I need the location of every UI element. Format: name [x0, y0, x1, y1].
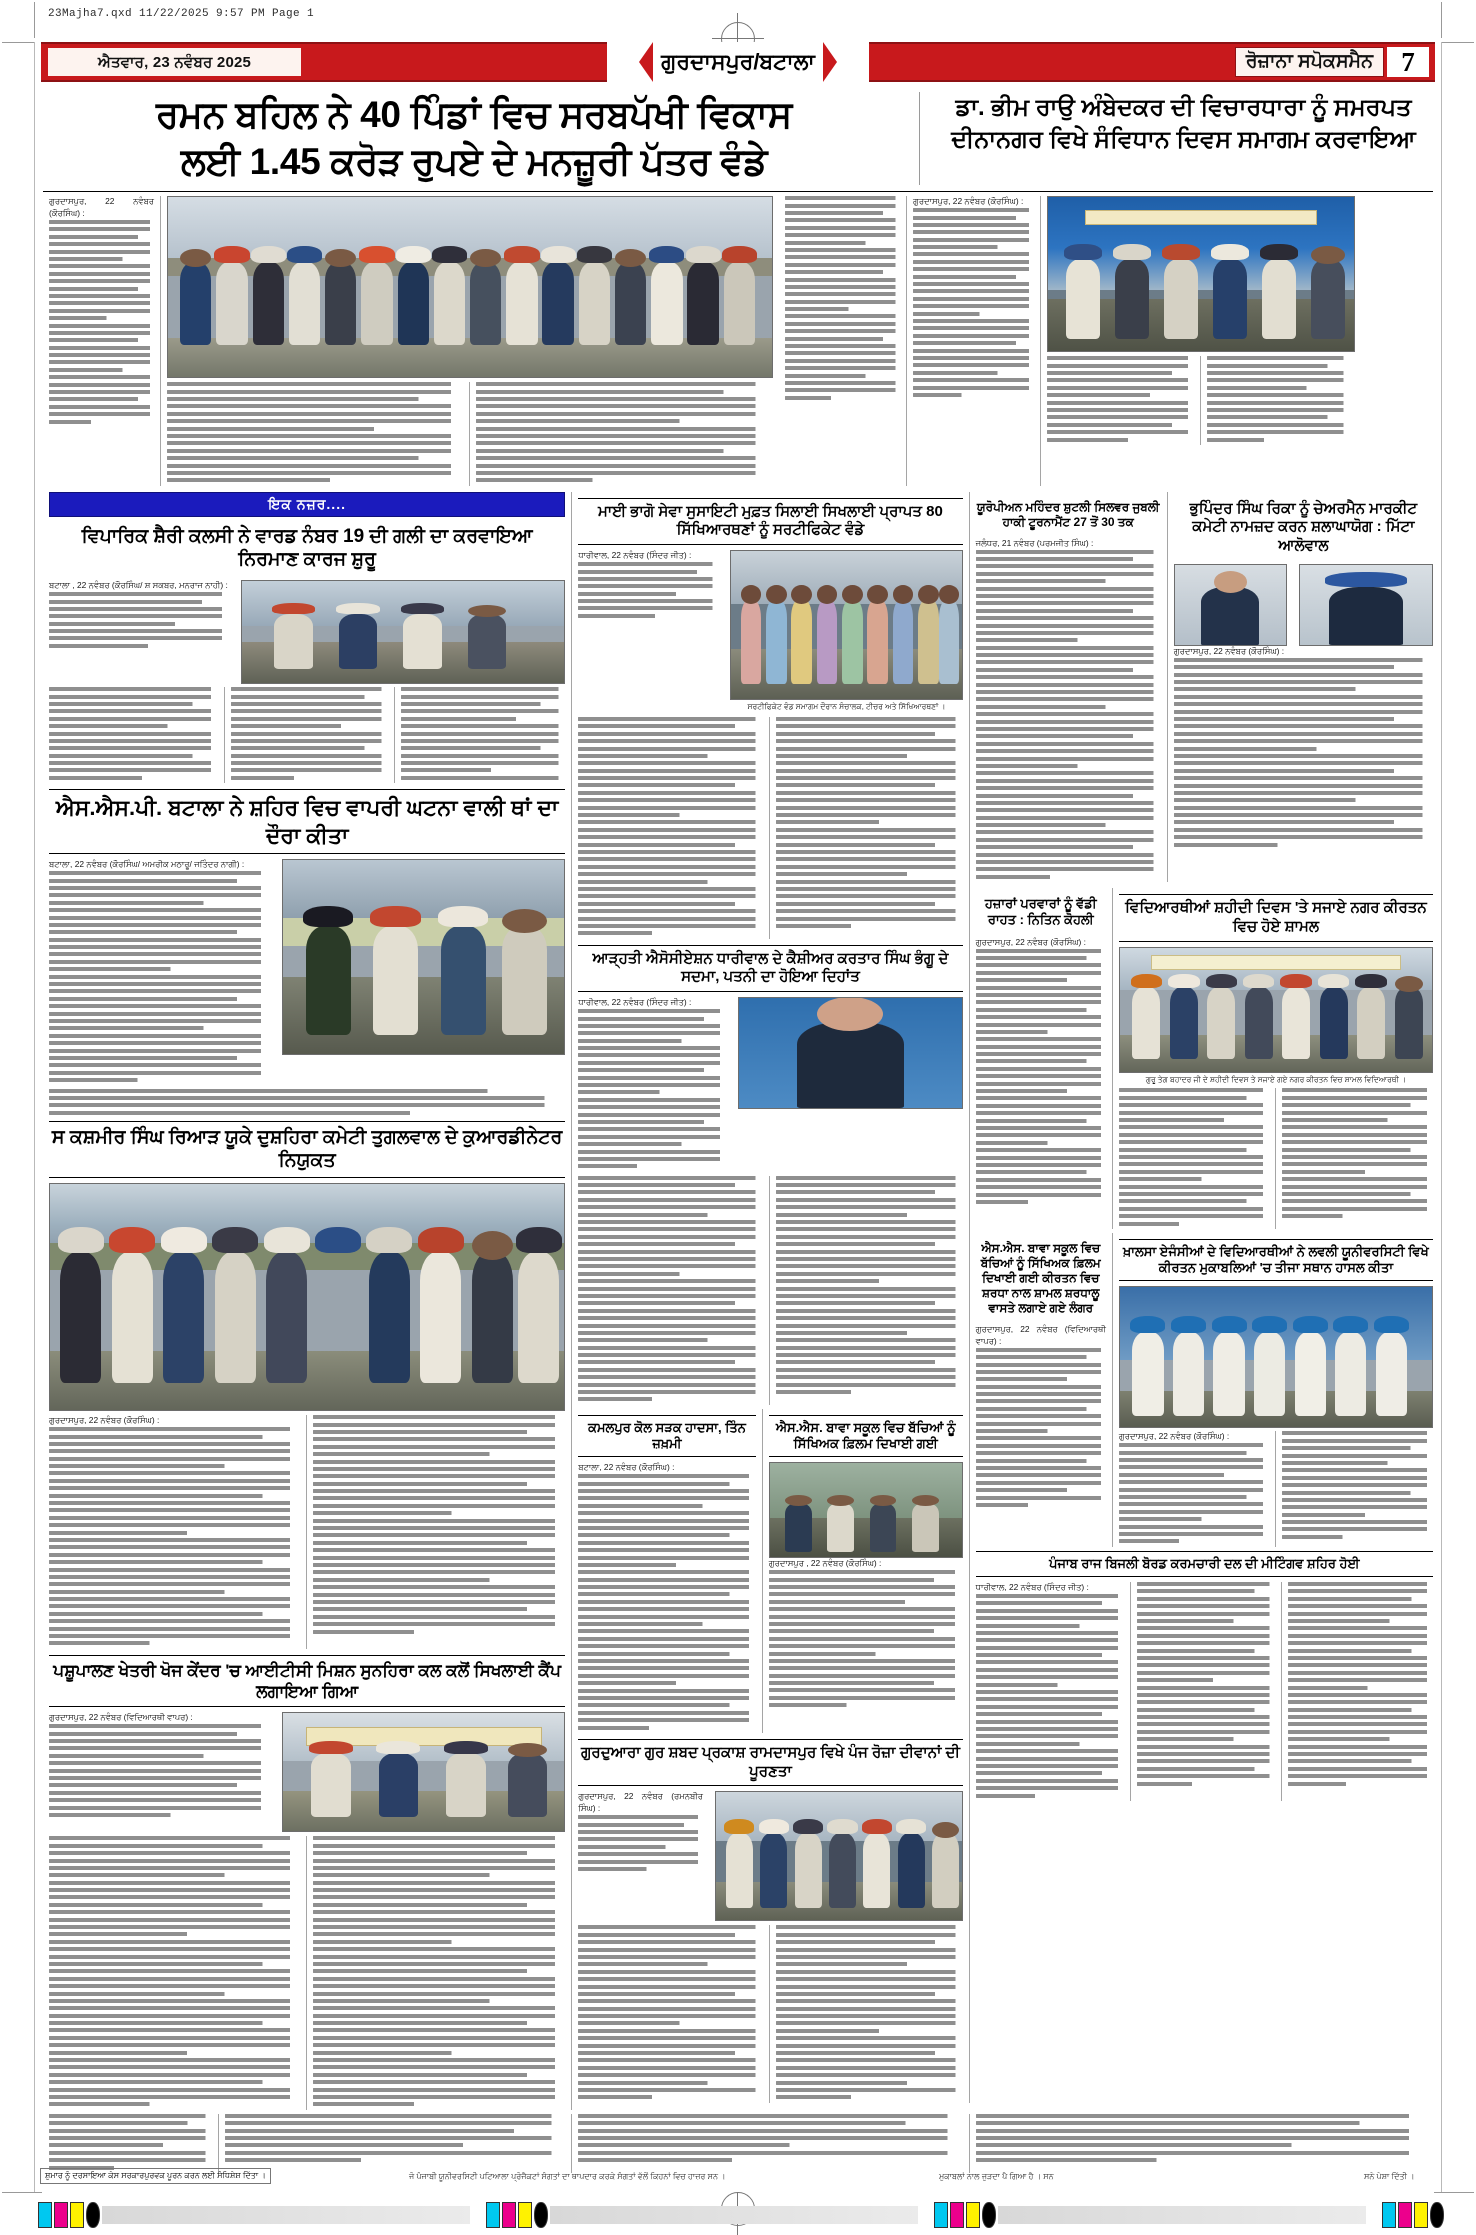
khalsa-col-1 [1119, 1431, 1276, 1546]
jharuti-cols [578, 1172, 962, 1405]
body-text [1282, 1088, 1433, 1218]
masthead-right [1235, 42, 1435, 82]
kamalpur-dateline: ਬਟਾਲਾ, 22 ਨਵੰਬਰ (ਕੌਰਸਿੰਘ) : [578, 1462, 675, 1473]
left-sub-col-3 [395, 687, 565, 783]
yellow-swatch [1414, 2202, 1428, 2228]
bottom-continuation [35, 2114, 1441, 2173]
cmyk-swatches-1 [38, 2202, 102, 2228]
body-text [776, 1925, 962, 2099]
section-headline-pashu-palan: ਪਸ਼ੂਪਾਲਣ ਖੇਤਰੀ ਖੋਜ ਕੇਂਦਰ 'ਚ ਆਈਟੀਸੀ ਮਿਸ਼ਨ ਸੁਨਹਿਰਾ ਕਲ ਕਲੋਂ ਸਿਖਲਾਈ ਕੈਂਪ ਲਗਾਇਆ ਗਿਆ [49, 1655, 565, 1708]
cyan-swatch [486, 2202, 500, 2228]
body-text [1174, 658, 1433, 847]
mai-bhago-caption: ਸਰਟੀਫਿਕੇਟ ਵੰਡ ਸਮਾਗਮ ਦੌਰਾਨ ਸੰਚਾਲਕ, ਟੀਚਰ ਅਤੇ ਸਿੱਖਿਆਰਥਣਾਂ । [747, 702, 946, 712]
pashu-dateline: ਗੁਰਦਾਸਪੁਰ, 22 ਨਵੰਬਰ (ਵਿਦਿਆਰਥੀ ਵਾਪਰ) : [49, 1712, 193, 1723]
body-text [1119, 1088, 1269, 1225]
body-text [578, 562, 718, 618]
ik-nazar-cols [49, 684, 565, 783]
classroom-photo [769, 1462, 963, 1558]
magenta-swatch [1398, 2202, 1412, 2228]
roadways-dateline: ਧਾਰੀਵਾਲ, 22 ਨਵੰਬਰ (ਸਿੰਦਰ ਜੀਤ) : [975, 1582, 1089, 1593]
chevron-right-icon [823, 42, 837, 82]
body-text [167, 382, 463, 482]
body-text [313, 1415, 565, 1633]
footer-note-box: ਸ਼ੁਮਾਰ ਨੂੰ ਦਰਸਾਇਆ ਕੇਸ ਸਰਕਾਰਪੁਰਵਕ ਪੂਰਨ ਕਰਨ ਲਈ ਸੰਧਿਸ਼ੇਸ਼ ਦਿੱਤਾ । [40, 2168, 271, 2184]
body-text [976, 550, 1161, 879]
vidyarthi-caption: ਗੁਰੂ ਤੇਗ ਬਹਾਦਰ ਜੀ ਦੇ ਸ਼ਹੀਦੀ ਦਿਵਸ ਤੇ ਸਜਾਏ ਗਏ ਨਗਰ ਕੀਰਤਨ ਵਿਚ ਸ਼ਾਮਲ ਵਿਦਿਆਰਥੀ । [1145, 1074, 1407, 1084]
lead-right-col-3 [1201, 356, 1355, 445]
bhupinder-portrait [1174, 564, 1287, 646]
training-camp-photo [282, 1712, 565, 1832]
body-text [49, 1427, 300, 1645]
grey-ramp-1 [102, 2206, 470, 2224]
mai-bhago-cols [578, 713, 962, 939]
lead-col-4 [779, 196, 907, 485]
body-text [776, 717, 962, 928]
khalsa-col-2 [1276, 1431, 1433, 1546]
nitin-col [976, 888, 1113, 1229]
nagar-kirtan-photo [1119, 947, 1433, 1073]
cmyk-swatches-3 [934, 2202, 998, 2228]
body-text [476, 382, 767, 482]
masthead-edition-plate [607, 42, 869, 82]
lead-right-dateline: ਗੁਰਦਾਸਪੁਰ, 22 ਨਵੰਬਰ (ਕੌਰਸਿੰਘ) : [913, 196, 1024, 207]
gurdwara-col-1 [578, 1925, 770, 2102]
body-text [1047, 356, 1194, 441]
jharuti-photo-col [732, 997, 963, 1172]
body-text [1119, 1443, 1269, 1543]
black-swatch [1430, 2202, 1444, 2228]
grey-ramp-3 [998, 2206, 1366, 2224]
lead-right-headline [919, 92, 1433, 185]
ik-nazar-kicker: ਇਕ ਨਜ਼ਰ.... [49, 492, 565, 517]
body-text [1282, 1431, 1433, 1538]
ik-nazar-photo-col [235, 580, 565, 684]
ssp-photo-col [276, 859, 565, 1085]
ssp-text-col [49, 859, 276, 1085]
footer-strip-text-1: ਜੋ ਪੰਜਾਬੀ ਯੂਨੀਵਰਸਿਟੀ ਪਟਿਆਲਾ ਪ੍ਰੋਜੈਕਟਾਂ ਸੰਗਤਾਂ ਦਾ ਥਾਪਦਾਰ ਕਰਕੇ ਸੰਗਤਾਂ ਵੱਲੋਂ ਕਿਹਨਾਂ ਵਿਚ ਹਾਜ਼ਰ ਸਨ । [409, 2172, 726, 2181]
section-headline-jharuti: ਆੜ੍ਹਤੀ ਐਸੋਸੀਏਸ਼ਨ ਧਾਰੀਵਾਲ ਦੇ ਕੈਸ਼ੀਅਰ ਕਰਤਾਰ ਸਿੰਘ ਭੰਗੂ ਦੇ ਸਦਮਾ, ਪਤਨੀ ਦਾ ਹੋਇਆ ਦਿਹਾਂਤ [578, 945, 962, 993]
pashu-col-1 [49, 1836, 307, 2109]
body-text [578, 1009, 726, 1168]
body-text [1207, 356, 1349, 441]
pashu-photo-col [276, 1712, 565, 1832]
ik-nazar-text-col [49, 580, 235, 684]
ik-nazar-dateline: ਬਟਾਲਾ , 22 ਨਵੰਬਰ (ਕੌਰਸਿੰਘ/ ਸ਼ ਸਕਬਰ, ਮਨਰਾਜ ਨਾਹੀ) : [49, 580, 228, 591]
body-text [976, 1348, 1106, 1507]
street-work-photo [241, 580, 565, 684]
center-block [572, 492, 969, 2103]
masthead-edition: ਗੁਰਦਾਸਪੁਰ/ਬਟਾਲਾ [661, 49, 815, 74]
footer-strip-text-3: ਸਨੇ ਪੇਸ਼ਾ ਦਿੱਤੀ । [1364, 2172, 1415, 2181]
kamalpur-col [578, 1409, 763, 1733]
gurdwara-ceremony-photo [715, 1791, 963, 1921]
masthead-brand: ਰੋਜ਼ਾਨਾ ਸਪੋਕਸਮੈਨ [1235, 47, 1384, 77]
yellow-swatch [966, 2202, 980, 2228]
lead-headline-deck [35, 82, 1441, 189]
chevron-left-icon [639, 42, 653, 82]
bottom-col-1 [43, 2114, 219, 2173]
dais-photo [1047, 196, 1355, 352]
pashu-cols [49, 1832, 565, 2109]
khalsa-cols [1119, 1428, 1433, 1546]
section-headline-ss-bawa: ਐਸ.ਐਸ. ਬਾਵਾ ਸਕੂਲ ਵਿਚ ਬੱਚਿਆਂ ਨੂੰ ਸਿੱਖਿਅਕ ਫ਼ਿਲਮ ਦਿਖਾਈ ਗਈ [769, 1415, 963, 1458]
footer-strip-text-2: ਮੁਕਾਬਲਾਂ ਨਾਲ ਜੁੜਦਾ ਪੈ ਗਿਆ ਹੈ । ਸਨ [939, 2172, 1054, 2181]
crop-guide-left [34, 2, 35, 38]
riar-body-cols [49, 1411, 565, 1649]
nagar-kirtan-sewa-col [976, 1233, 1113, 1547]
section-headline-punjab-roadways: ਪੰਜਾਬ ਰਾਜ ਬਿਜਲੀ ਬੋਰਡ ਕਰਮਚਾਰੀ ਦਲ ਦੀ ਮੀਟਿੰਗਵ ਸ਼ਹਿਰ ਹੋਈ [976, 1551, 1433, 1577]
cmyk-swatches-2 [486, 2202, 550, 2228]
lead-right-col-2 [1047, 356, 1201, 445]
left-sub-col-1 [49, 687, 225, 783]
lead-photo-subcols [167, 378, 773, 485]
section-headline-ssp-batala: ਐਸ.ਐਸ.ਪੀ. ਬਟਾਲਾ ਨੇ ਸ਼ਹਿਰ ਵਿਚ ਵਾਪਰੀ ਘਟਨਾ ਵਾਲੀ ਥਾਂ ਦਾ ਦੌਰਾ ਕੀਤਾ [49, 789, 565, 854]
section-headline-nagar-kirtan-sewa: ਐਸ.ਐਸ. ਬਾਵਾ ਸਕੂਲ ਵਿਚ ਬੱਚਿਆਂ ਨੂੰ ਸਿੱਖਿਅਕ ਫ਼ਿਲਮ ਦਿਖਾਈ ਗਈ ਕੀਰਤਨ ਵਿਚ ਸ਼ਰਧਾ ਨਾਲ ਸ਼ਾਮਲ ਸ਼ਰਧਾਲੂ ਵਾਸਤੇ ਲਗਾਏ ਗਏ ਲੰਗਰ [980, 1240, 1101, 1315]
black-swatch [982, 2202, 996, 2228]
kamalpur-wrap [578, 1409, 962, 1733]
body-text [785, 196, 900, 400]
cmyk-swatches-4 [1382, 2202, 1446, 2228]
body-text [1288, 1582, 1433, 1786]
left-block [43, 492, 572, 2110]
jharuti-col-1 [578, 1176, 770, 1405]
pashu-body [49, 1712, 565, 1832]
lead-story-band [35, 196, 1441, 485]
magenta-swatch [950, 2202, 964, 2228]
certificate-ceremony-photo [730, 550, 962, 700]
lead-right-subcols [1047, 352, 1355, 445]
riar-dateline: ਗੁਰਦਾਸਪੁਰ, 22 ਨਵੰਬਰ (ਕੌਰਸਿੰਘ) : [49, 1415, 160, 1426]
right-block [970, 492, 1433, 1801]
body-text [49, 1724, 270, 1817]
print-footer [34, 2171, 1442, 2224]
newspaper-page [34, 42, 1442, 2192]
body-text [49, 2114, 212, 2170]
ik-nazar-body [49, 580, 565, 684]
section-headline-gurdwara: ਗੁਰਦੁਆਰਾ ਗੁਰ ਸ਼ਬਦ ਪ੍ਰਕਾਸ਼ ਰਾਮਦਾਸਪੁਰ ਵਿਖੇ ਪੰਜ ਰੋਜ਼ਾ ਦੀਵਾਨਾਂ ਦੀ ਪੂਰਣਤਾ [578, 1739, 962, 1787]
lead-left-headline [43, 92, 905, 185]
lead-col-3 [470, 382, 773, 485]
body-text [49, 687, 218, 780]
lead-right-headline-line2: ਦੀਨਾਨਗਰ ਵਿਖੇ ਸੰਵਿਧਾਨ ਦਿਵਸ ਸਮਾਗਮ ਕਰਵਾਇਆ [951, 125, 1416, 153]
body-text [49, 871, 270, 1082]
cyan-swatch [1382, 2202, 1396, 2228]
magenta-swatch [54, 2202, 68, 2228]
black-swatch [534, 2202, 548, 2228]
main-grid [35, 492, 1441, 2110]
bhupinder-dateline: ਗੁਰਦਾਸਪੁਰ, 22 ਨਵੰਬਰ (ਕੌਰਸਿੰਘ) : [1173, 645, 1285, 656]
body-text [913, 208, 1034, 397]
pashu-text-col [49, 1712, 276, 1832]
gurdwara-text-col [578, 1791, 709, 1921]
ss-bawa-col [763, 1409, 963, 1733]
body-text [578, 1176, 763, 1402]
bhupinder-col [1168, 492, 1433, 883]
body-text [49, 592, 229, 648]
section-headline-bhupinder: ਭੁਪਿੰਦਰ ਸਿੰਘ ਰਿਕਾ ਨੂੰ ਚੇਅਰਮੈਨ ਮਾਰਕੀਟ ਕਮੇਟੀ ਨਾਮਜ਼ਦ ਕਰਨ ਸ਼ਲਾਘਾਯੋਗ : ਮਿੱਟਾ ਆਲੋਵਾਲ [1189, 499, 1418, 555]
vidyarthi-cols [1119, 1085, 1433, 1228]
body-text [225, 2114, 565, 2162]
bhupinder-body [1174, 564, 1433, 646]
lead-left-dateline: ਗੁਰਦਾਸਪੁਰ, 22 ਨਵੰਬਰ (ਕੌਰਸਿੰਘ) : [49, 196, 154, 219]
pashu-col-2 [307, 1836, 565, 2109]
vidyarthi-col-1 [1119, 1088, 1276, 1228]
ssp-dateline: ਬਟਾਲਾ, 22 ਨਵੰਬਰ (ਕੌਰਸਿੰਘ/ ਅਮਰੀਕ ਮਠਾਰੂ/ ਜਤਿੰਦਰ ਨਾਗੀ) : [49, 859, 245, 870]
lead-photo-wrap [161, 196, 779, 485]
yellow-swatch [70, 2202, 84, 2228]
jharuti-dateline: ਧਾਰੀਵਾਲ, 22 ਨਵੰਬਰ (ਸਿੰਦਰ ਜੀਤ) : [578, 997, 692, 1008]
mitta-portrait [1299, 564, 1433, 646]
ss-bawa-dateline: ਗੁਰਦਾਸਪੁਰ , 22 ਨਵੰਬਰ (ਕੌਰਸਿੰਘ) : [768, 1558, 882, 1569]
portrait-photo [738, 997, 963, 1109]
bottom-col-3 [572, 2114, 969, 2173]
right-top-row [976, 492, 1433, 883]
body-text [49, 220, 154, 424]
section-headline-kamalpur: ਕਮਲਪੁਰ ਕੋਲ ਸੜਕ ਹਾਦਸਾ, ਤਿੰਨ ਜ਼ਖ਼ਮੀ [578, 1415, 756, 1458]
black-swatch [86, 2202, 100, 2228]
european-dateline: ਜਲੰਧਰ, 21 ਨਵੰਬਰ (ਪਰਮਜੀਤ ਸਿੰਘ) : [975, 537, 1094, 548]
section-headline-ik-nazar: ਵਿਪਾਰਿਕ ਸ਼ੈਰੀ ਕਲਸੀ ਨੇ ਵਾਰਡ ਨੰਬਰ 19 ਦੀ ਗਲੀ ਦਾ ਕਰਵਾਇਆ ਨਿਰਮਾਣ ਕਾਰਜ ਸ਼ੁਰੂ [81, 525, 533, 571]
body-text [776, 1176, 962, 1394]
yellow-swatch [518, 2202, 532, 2228]
body-text [313, 1836, 565, 2106]
european-col [976, 492, 1168, 883]
left-sub-col-2 [225, 687, 395, 783]
gurdwara-photo-col [709, 1791, 963, 1921]
lead-col-2 [167, 382, 470, 485]
print-slug: 23Majha7.qxd 11/22/2025 9:57 PM Page 1 [48, 8, 315, 20]
body-text [231, 687, 388, 780]
body-text [578, 2114, 962, 2162]
gurdwara-col-2 [770, 1925, 962, 2102]
section-headline-khalsa: ਖ਼ਾਲਸਾ ਏਜੰਸੀਆਂ ਦੇ ਵਿਦਿਆਰਥੀਆਂ ਨੇ ਲਵਲੀ ਯੂਨੀਵਰਸਿਟੀ ਵਿਖੇ ਕੀਰਤਨ ਮੁਕਾਬਲਿਆਂ 'ਚ ਤੀਜਾ ਸਥਾਨ ਹਾਸਲ ਕੀਤਾ [1119, 1239, 1433, 1282]
right-lower-row [976, 1233, 1433, 1547]
section-headline-vidyarthi: ਵਿਦਿਆਰਥੀਆਂ ਸ਼ਹੀਦੀ ਦਿਵਸ 'ਤੇ ਸਜਾਏ ਨਗਰ ਕੀਰਤਨ ਵਿਚ ਹੋਏ ਸ਼ਾਮਲ [1119, 894, 1433, 942]
lead-left-col-1 [43, 196, 161, 485]
masthead-date: ਐਤਵਾਰ, 23 ਨਵੰਬਰ 2025 [47, 47, 302, 77]
ssp-body [49, 859, 565, 1085]
riar-col-1 [49, 1415, 307, 1649]
section-headline-mai-bhago: ਮਾਈ ਭਾਗੋ ਸੇਵਾ ਸੁਸਾਇਟੀ ਮੁਫ਼ਤ ਸਿਲਾਈ ਸਿਖਲਾਈ ਪ੍ਰਾਪਤ 80 ਸਿੱਖਿਆਰਥਣਾਂ ਨੂੰ ਸਰਟੀਫਿਕੇਟ ਵੰਡੇ [578, 498, 962, 546]
body-text [1137, 1582, 1275, 1786]
gurdwara-dateline: ਗੁਰਦਾਸਪੁਰ, 22 ਨਵੰਬਰ (ਰਮਨਬੀਰ ਸਿੰਘ) : [578, 1791, 703, 1814]
khalsa-dateline: ਗੁਰਦਾਸਪੁਰ, 22 ਨਵੰਬਰ (ਕੌਰਸਿੰਘ) : [1118, 1431, 1230, 1442]
masthead [41, 42, 1435, 82]
lead-left-headline-line1: ਰਮਨ ਬਹਿਲ ਨੇ 40 ਪਿੰਡਾਂ ਵਿਚ ਸਰਬਪੱਖੀ ਵਿਕਾਸ [156, 94, 792, 135]
riar-col-2 [307, 1415, 565, 1649]
bottom-col-2 [219, 2114, 572, 2173]
body-text [49, 1836, 300, 2106]
khalsa-col [1113, 1233, 1433, 1547]
body-text [578, 1925, 763, 2099]
nitin-dateline: ਗੁਰਦਾਸਪੁਰ, 22 ਨਵੰਬਰ (ਕੌਰਸਿੰਘ) : [975, 936, 1086, 947]
mai-bhago-text-col [578, 550, 724, 713]
jharuti-text-col [578, 997, 732, 1172]
riar-group-photo [49, 1183, 565, 1411]
jharuti-body [578, 997, 962, 1172]
ssp-visit-photo [282, 859, 565, 1055]
roadways-col-1 [976, 1582, 1131, 1801]
cyan-swatch [934, 2202, 948, 2228]
mitta-portrait-col [1293, 564, 1433, 646]
deck-rule [43, 191, 1433, 192]
roadways-col-2 [1131, 1582, 1282, 1801]
mai-bhago-photo-col [724, 550, 962, 713]
body-text [578, 717, 763, 935]
khalsa-students-photo [1119, 1286, 1433, 1428]
body-text [976, 2114, 1427, 2162]
bhupinder-portrait-col [1174, 564, 1293, 646]
body-text [578, 1815, 703, 1871]
gurdwara-body [578, 1791, 962, 1921]
lead-right-col-1 [907, 196, 1041, 485]
mai-bhago-col-2 [770, 717, 962, 939]
body-text [976, 1594, 1124, 1798]
bottom-col-4 [970, 2114, 1433, 2173]
lead-right-photo-wrap [1041, 196, 1361, 485]
cyan-swatch [38, 2202, 52, 2228]
jharuti-col-2 [770, 1176, 962, 1405]
section-headline-kashmir-riar: ਸ ਕਸ਼ਮੀਰ ਸਿੰਘ ਰਿਆੜ ਯੂਕੇ ਦੁਸ਼ਹਿਰਾ ਕਮੇਟੀ ਤੁਗਲਵਾਲ ਦੇ ਕੁਆਰਡੀਨੇਟਰ ਨਿਯੁਕਤ [49, 1121, 565, 1179]
section-headline-nitin: ਹਜ਼ਾਰਾਂ ਪਰਵਾਰਾਂ ਨੂੰ ਵੱਡੀ ਰਾਹਤ : ਨਿਤਿਨ ਕੋਹਲੀ [984, 896, 1097, 928]
lead-group-photo [167, 196, 773, 378]
crop-guide-right [1441, 2, 1442, 38]
vidyarthi-col [1113, 888, 1433, 1229]
gurdwara-cols [578, 1921, 962, 2102]
nagar-kirtan-sewa-dateline: ਗੁਰਦਾਸਪੁਰ, 22 ਨਵੰਬਰ (ਵਿਦਿਆਰਥੀ ਵਾਪਰ) : [975, 1323, 1106, 1346]
body-text [401, 687, 565, 780]
roadways-col-3 [1282, 1582, 1433, 1801]
body-text [49, 1086, 565, 1115]
body-text [976, 949, 1106, 1204]
magenta-swatch [502, 2202, 516, 2228]
body-text [769, 1570, 963, 1707]
section-headline-european: ਯੂਰੋਪੀਅਨ ਮਹਿੰਦਰ ਸ਼ੁਟਲੀ ਸਿਲਵਰ ਜੁਬਲੀ ਹਾਕੀ ਟੂਰਨਾਮੈਂਟ 27 ਤੋਂ 30 ਤਕ [976, 499, 1160, 529]
grey-ramp-2 [550, 2206, 918, 2224]
mai-bhago-col-1 [578, 717, 770, 939]
lead-right-headline-line1: ਡਾ. ਭੀਮ ਰਾਉ ਅੰਬੇਦਕਰ ਦੀ ਵਿਚਾਰਧਾਰਾ ਨੂੰ ਸਮਰਪਤ [955, 94, 1412, 121]
lead-left-headline-line2: ਲਈ 1.45 ਕਰੋੜ ਰੁਪਏ ਦੇ ਮਨਜ਼ੂਰੀ ਪੱਤਰ ਵੰਡੇ [180, 140, 768, 182]
right-mid-row [976, 888, 1433, 1229]
page-number: 7 [1387, 47, 1429, 77]
body-text [578, 1474, 756, 1729]
mai-bhago-body [578, 550, 962, 713]
mai-bhago-dateline: ਧਾਰੀਵਾਲ, 22 ਨਵੰਬਰ (ਸਿੰਦਰ ਜੀਤ) : [578, 550, 692, 561]
punjab-roadways-cols [976, 1582, 1433, 1801]
vidyarthi-col-2 [1276, 1088, 1433, 1228]
